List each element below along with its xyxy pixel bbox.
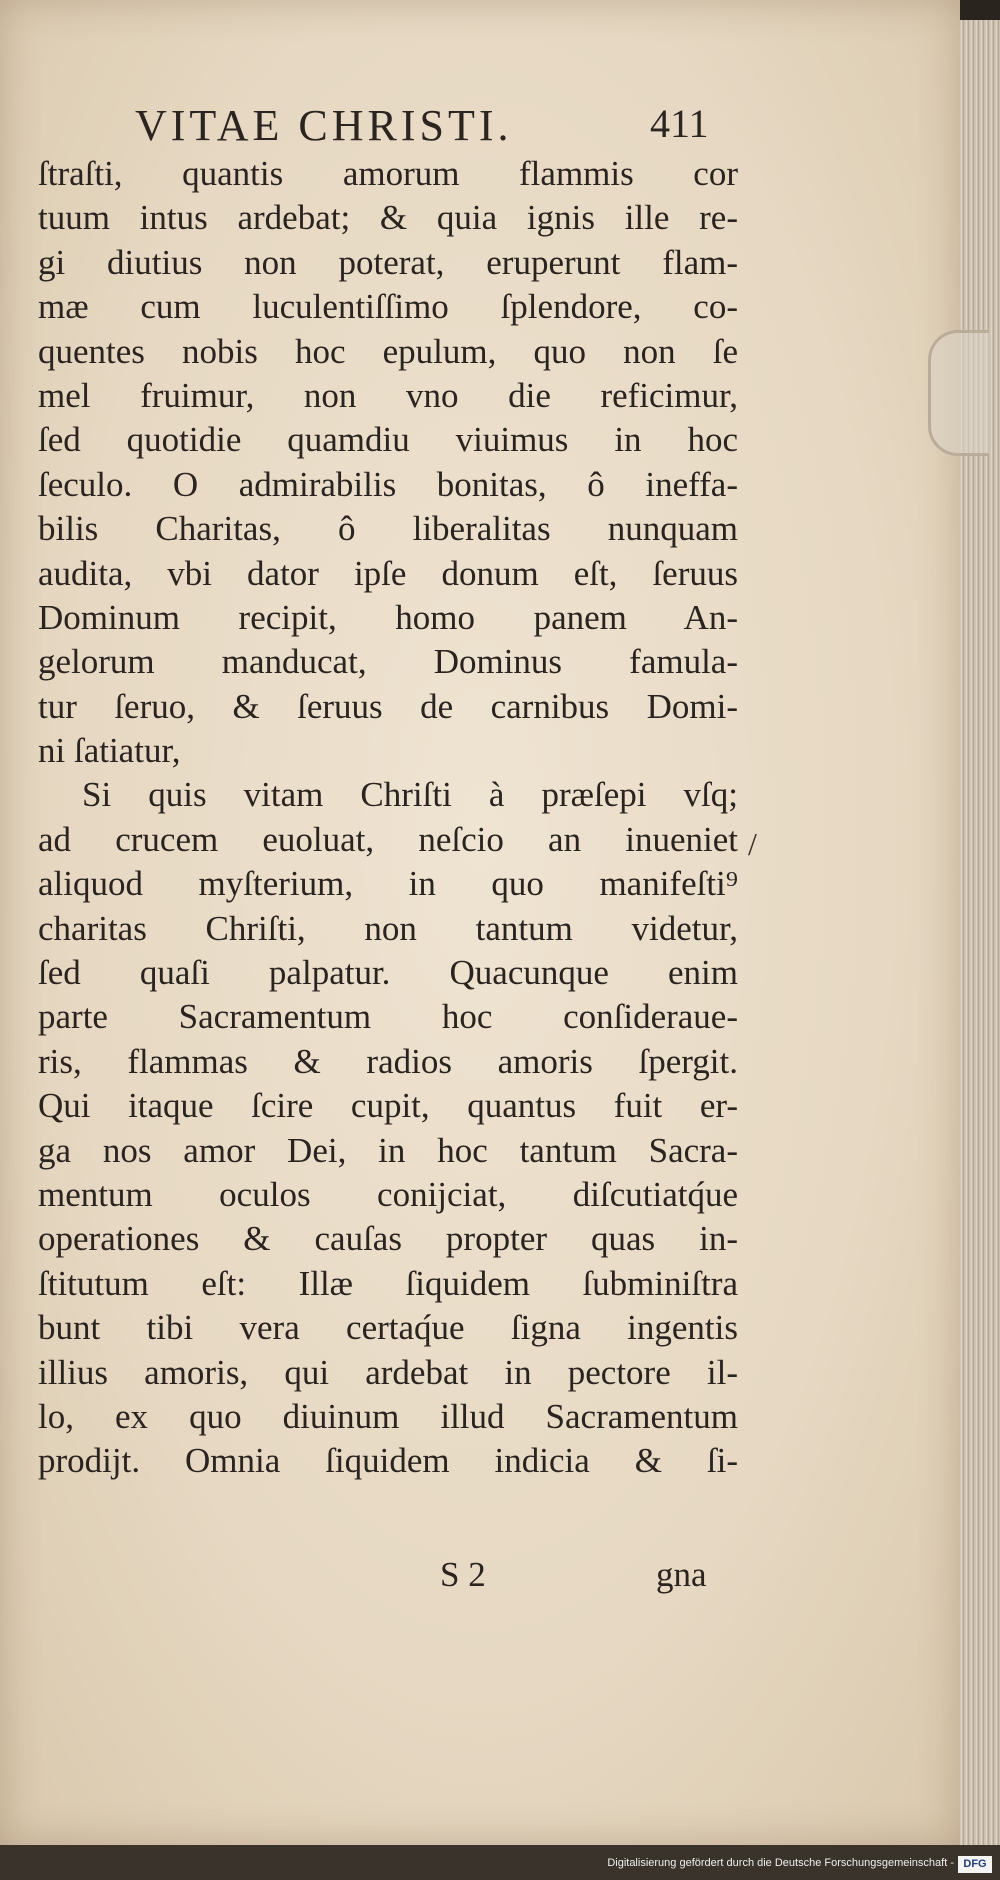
page-edges — [960, 20, 1000, 1845]
margin-mark: / — [748, 826, 757, 862]
text-line: mæ cum luculentiſſimo ſplendore, co- — [38, 287, 738, 327]
text-line: aliquod myſterium, in quo manifeſti⁹ — [38, 864, 738, 904]
text-line: ni ſatiatur, — [38, 731, 181, 771]
text-line: gi diutius non poterat, eruperunt flam- — [38, 242, 738, 282]
text-line: ſtraſti, quantis amorum flammis cor — [38, 154, 738, 193]
text-line: gelorum manducat, Dominus famula- — [38, 642, 738, 682]
text-line: lo, ex quo diuinum illud Sacramentum — [38, 1396, 738, 1436]
text-line: Dominum recipit, homo panem An- — [38, 597, 738, 637]
text-line: ad crucem euoluat, neſcio an inueniet — [38, 819, 738, 859]
paragraph-start-line: Si quis vitam Chriſti à præſepi vſq; — [82, 775, 738, 815]
text-line: charitas Chriſti, non tantum videtur, — [38, 908, 738, 948]
book-clasp — [928, 330, 989, 456]
page-number: 411 — [650, 101, 709, 146]
text-line: mentum oculos conijciat, diſcutiatq́ue — [38, 1174, 738, 1214]
text-line: tuum intus ardebat; & quia ignis ille re- — [38, 198, 738, 238]
text-line: tur ſeruo, & ſeruus de carnibus Domi- — [38, 686, 738, 726]
text-line: prodijt. Omnia ſiquidem indicia & ſi- — [38, 1441, 738, 1481]
text-line: operationes & cauſas propter quas in- — [38, 1219, 738, 1259]
text-line: ga nos amor Dei, in hoc tantum Sacra- — [38, 1130, 738, 1170]
body-text — [38, 152, 738, 1484]
signature-mark: S 2 — [440, 1555, 486, 1594]
text-line: bilis Charitas, ô liberalitas nunquam — [38, 509, 738, 549]
text-line: audita, vbi dator ipſe donum eſt, ſeruus — [38, 553, 738, 593]
text-line: ſed quotidie quamdiu viuimus in hoc — [38, 420, 738, 460]
text-line: ſeculo. O admirabilis bonitas, ô ineffa- — [38, 464, 738, 504]
running-head: VITAE CHRISTI. — [135, 101, 513, 150]
text-line: mel fruimur, non vno die reficimur, — [38, 375, 738, 415]
text-line: ſtitutum eſt: Illæ ſiquidem ſubminiſtra — [38, 1263, 738, 1303]
text-line: parte Sacramentum hoc conſideraue- — [38, 997, 738, 1037]
text-line: Qui itaque ſcire cupit, quantus fuit er- — [38, 1086, 738, 1126]
catchword: gna — [656, 1555, 707, 1594]
text-line: ris, flammas & radios amoris ſpergit. — [38, 1041, 738, 1081]
dfg-logo-icon: DFG — [958, 1856, 992, 1873]
text-line: ſed quaſi palpatur. Quacunque enim — [38, 953, 738, 993]
text-line: illius amoris, qui ardebat in pectore il- — [38, 1352, 738, 1392]
digitization-credit: Digitalisierung gefördert durch die Deutsche Forschungsgemeinschaft - — [607, 1857, 954, 1869]
text-line: quentes nobis hoc epulum, quo non ſe — [38, 331, 738, 371]
text-line: bunt tibi vera certaq́ue ſigna ingentis — [38, 1308, 738, 1348]
